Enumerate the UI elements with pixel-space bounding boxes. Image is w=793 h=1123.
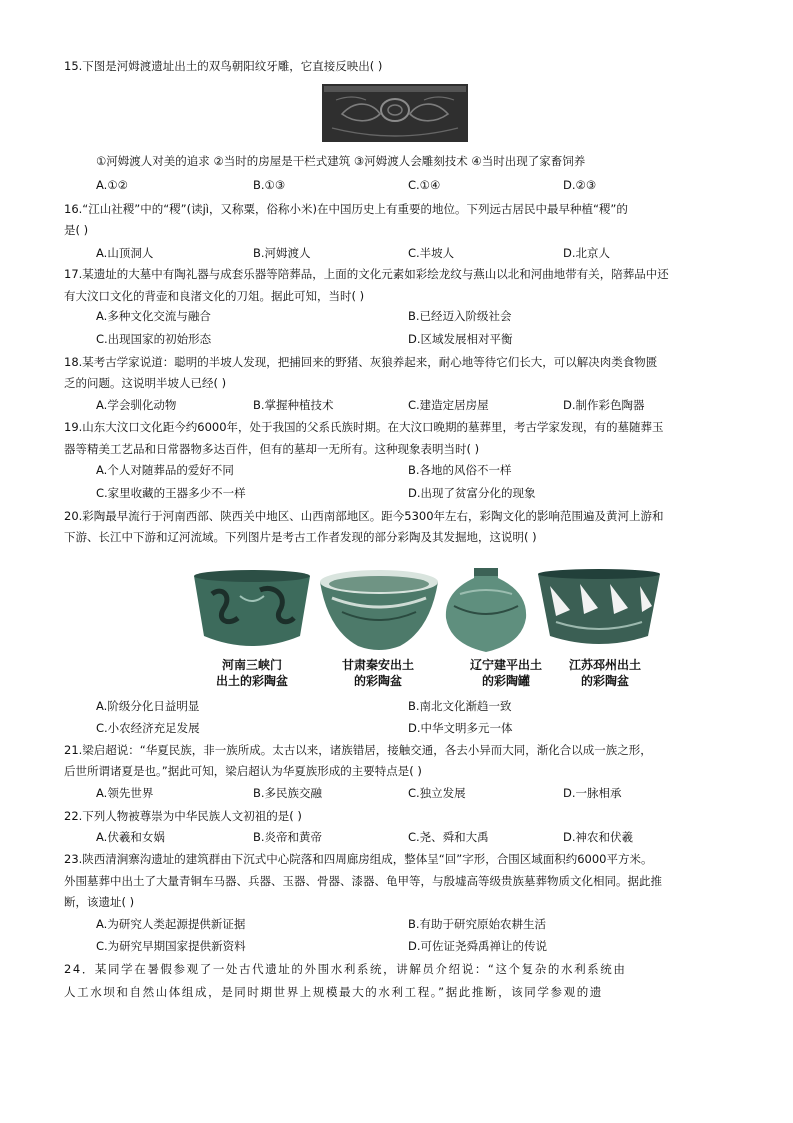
q23-stem-line2: 外围墓葬中出土了大量青铜车马器、兵器、玉器、骨器、漆器、龟甲等，与殷墟高等级贵族墓葬物质文化相同。据此推: [64, 874, 662, 888]
q19-stem-line2: 器等精美工艺品和日常器物多达百件，但有的墓却一无所有。这种现象表明当时( ): [64, 442, 480, 456]
pottery-basin-jiangsu: [536, 566, 662, 654]
pottery-basin-gansu: [318, 566, 440, 654]
q19-stem-line1: 19.山东大汶口文化距今约6000年，处于我国的父系氏族时期。在大汶口晚期的墓葬里，考古学家发现，有的墓随葬玉: [64, 420, 664, 434]
q18-option-d[interactable]: D.制作彩色陶器: [563, 398, 645, 412]
q21-option-c[interactable]: C.独立发展: [408, 786, 466, 800]
double-bird-sun-carving-icon: [322, 84, 468, 142]
q22-option-a[interactable]: A.伏羲和女娲: [96, 830, 165, 844]
q16-option-d[interactable]: D.北京人: [563, 246, 611, 260]
q18-stem-line1: 18.某考古学家说道：聪明的半坡人发现，把捕回来的野猪、灰狼养起来，耐心地等待它们长大，可以解决肉类食物匮: [64, 355, 658, 369]
painted-pottery-bowl-icon: [318, 566, 440, 654]
ivory-carving-image: [322, 84, 468, 142]
q17-option-b[interactable]: B.已经迈入阶级社会: [408, 309, 512, 323]
pottery-caption-2: 甘肃秦安出土 的彩陶盆: [341, 658, 414, 688]
q21-option-b[interactable]: B.多民族交融: [253, 786, 323, 800]
q23-option-a[interactable]: A.为研究人类起源提供新证据: [96, 917, 246, 931]
q22-stem: 22.下列人物被尊崇为中华民族人文初祖的是( ): [64, 809, 302, 823]
q23-option-b[interactable]: B.有助于研究原始农耕生活: [408, 917, 547, 931]
q16-stem-line2: 是( ): [64, 223, 89, 237]
q17-option-d[interactable]: D.区域发展相对平衡: [408, 332, 513, 346]
q18-option-b[interactable]: B.掌握种植技术: [253, 398, 334, 412]
q23-stem-line1: 23.陕西清涧寨沟遗址的建筑群由下沉式中心院落和四周廊房组成，整体呈“回”字形，合围区域面积约6000平方米。: [64, 852, 653, 866]
pottery-jar-liaoning: [440, 566, 532, 654]
q20-option-d[interactable]: D.中华文明多元一体: [408, 721, 513, 735]
q19-option-d[interactable]: D.出现了贫富分化的现象: [408, 486, 536, 500]
q19-option-a[interactable]: A.个人对随葬品的爱好不同: [96, 463, 234, 477]
q22-option-b[interactable]: B.炎帝和黄帝: [253, 830, 323, 844]
q16-option-b[interactable]: B.河姆渡人: [253, 246, 311, 260]
q20-option-c[interactable]: C.小农经济充足发展: [96, 721, 200, 735]
q16-option-c[interactable]: C.半坡人: [408, 246, 455, 260]
q16-option-a[interactable]: A.山顶洞人: [96, 246, 154, 260]
q15-option-b[interactable]: B.①③: [253, 178, 286, 192]
painted-pottery-basin-icon: [190, 566, 314, 654]
q17-option-a[interactable]: A.多种文化交流与融合: [96, 309, 211, 323]
q15-option-c[interactable]: C.①④: [408, 178, 441, 192]
q23-stem-line3: 断，该遗址( ): [64, 895, 135, 909]
q22-option-d[interactable]: D.神农和伏羲: [563, 830, 634, 844]
q21-stem-line1: 21.梁启超说：“华夏民族，非一族所成。太古以来，诸族错居，接触交通，各去小异而大同，渐化合以成一族之形，: [64, 743, 652, 757]
q20-stem-line2: 下游、长江中下游和辽河流域。下列图片是考古工作者发现的部分彩陶及其发掘地，这说明( ): [64, 530, 537, 544]
q15-items: ①河姆渡人对美的追求 ②当时的房屋是干栏式建筑 ③河姆渡人会雕刻技术 ④当时出现了家畜饲养: [96, 154, 586, 168]
q18-option-c[interactable]: C.建造定居房屋: [408, 398, 489, 412]
q20-option-a[interactable]: A.阶级分化日益明显: [96, 699, 200, 713]
q23-option-c[interactable]: C.为研究早期国家提供新资料: [96, 939, 246, 953]
q23-option-d[interactable]: D.可佐证尧舜禹禅让的传说: [408, 939, 548, 953]
q16-stem-line1: 16.“江山社稷”中的“稷”(读jì，又称粟，俗称小米)在中国历史上有重要的地位。下列远古居民中最早种植“稷”的: [64, 202, 628, 216]
q15-option-d[interactable]: D.②③: [563, 178, 597, 192]
q15-option-a[interactable]: A.①②: [96, 178, 128, 192]
q19-option-b[interactable]: B.各地的风俗不一样: [408, 463, 512, 477]
q21-stem-line2: 后世所谓诸夏是也。”据此可知，梁启超认为华夏族形成的主要特点是( ): [64, 764, 422, 778]
q22-option-c[interactable]: C.尧、舜和大禹: [408, 830, 489, 844]
q17-stem-line2: 有大汶口文化的背壶和良渚文化的刀俎。据此可知，当时( ): [64, 289, 365, 303]
pottery-caption-4: 江苏邳州出土 的彩陶盆: [568, 658, 641, 688]
painted-pottery-jar-icon: [440, 566, 532, 654]
q19-option-c[interactable]: C.家里收藏的王器多少不一样: [96, 486, 246, 500]
q18-option-a[interactable]: A.学会驯化动物: [96, 398, 177, 412]
pottery-caption-1: 河南三峡门 出土的彩陶盆: [215, 658, 288, 688]
pottery-basin-henan: [190, 566, 314, 654]
q20-option-b[interactable]: B.南北文化渐趋一致: [408, 699, 512, 713]
q18-stem-line2: 乏的问题。这说明半坡人已经( ): [64, 376, 227, 390]
q15-stem: 15.下图是河姆渡遗址出土的双鸟朝阳纹牙雕，它直接反映出( ): [64, 59, 383, 73]
q17-option-c[interactable]: C.出现国家的初始形态: [96, 332, 212, 346]
q21-option-d[interactable]: D.一脉相承: [563, 786, 622, 800]
pottery-caption-3: 辽宁建平出土 的彩陶罐: [469, 658, 542, 688]
q21-option-a[interactable]: A.领先世界: [96, 786, 154, 800]
q24-stem-line1: 24．某同学在暑假参观了一处古代遗址的外围水利系统，讲解员介绍说：“这个复杂的水利系统由: [64, 962, 627, 976]
painted-pottery-basin-icon: [536, 566, 662, 654]
q17-stem-line1: 17.某遗址的大墓中有陶礼器与成套乐器等陪葬品，上面的文化元素如彩绘龙纹与燕山以北和河曲地带有关，陪葬品中还: [64, 267, 669, 281]
q24-stem-line2: 人工水坝和自然山体组成，是同时期世界上规模最大的水利工程。”据此推断，该同学参观的遗: [64, 985, 603, 999]
q20-stem-line1: 20.彩陶最早流行于河南西部、陕西关中地区、山西南部地区。距今5300年左右，彩陶文化的影响范围遍及黄河上游和: [64, 509, 664, 523]
